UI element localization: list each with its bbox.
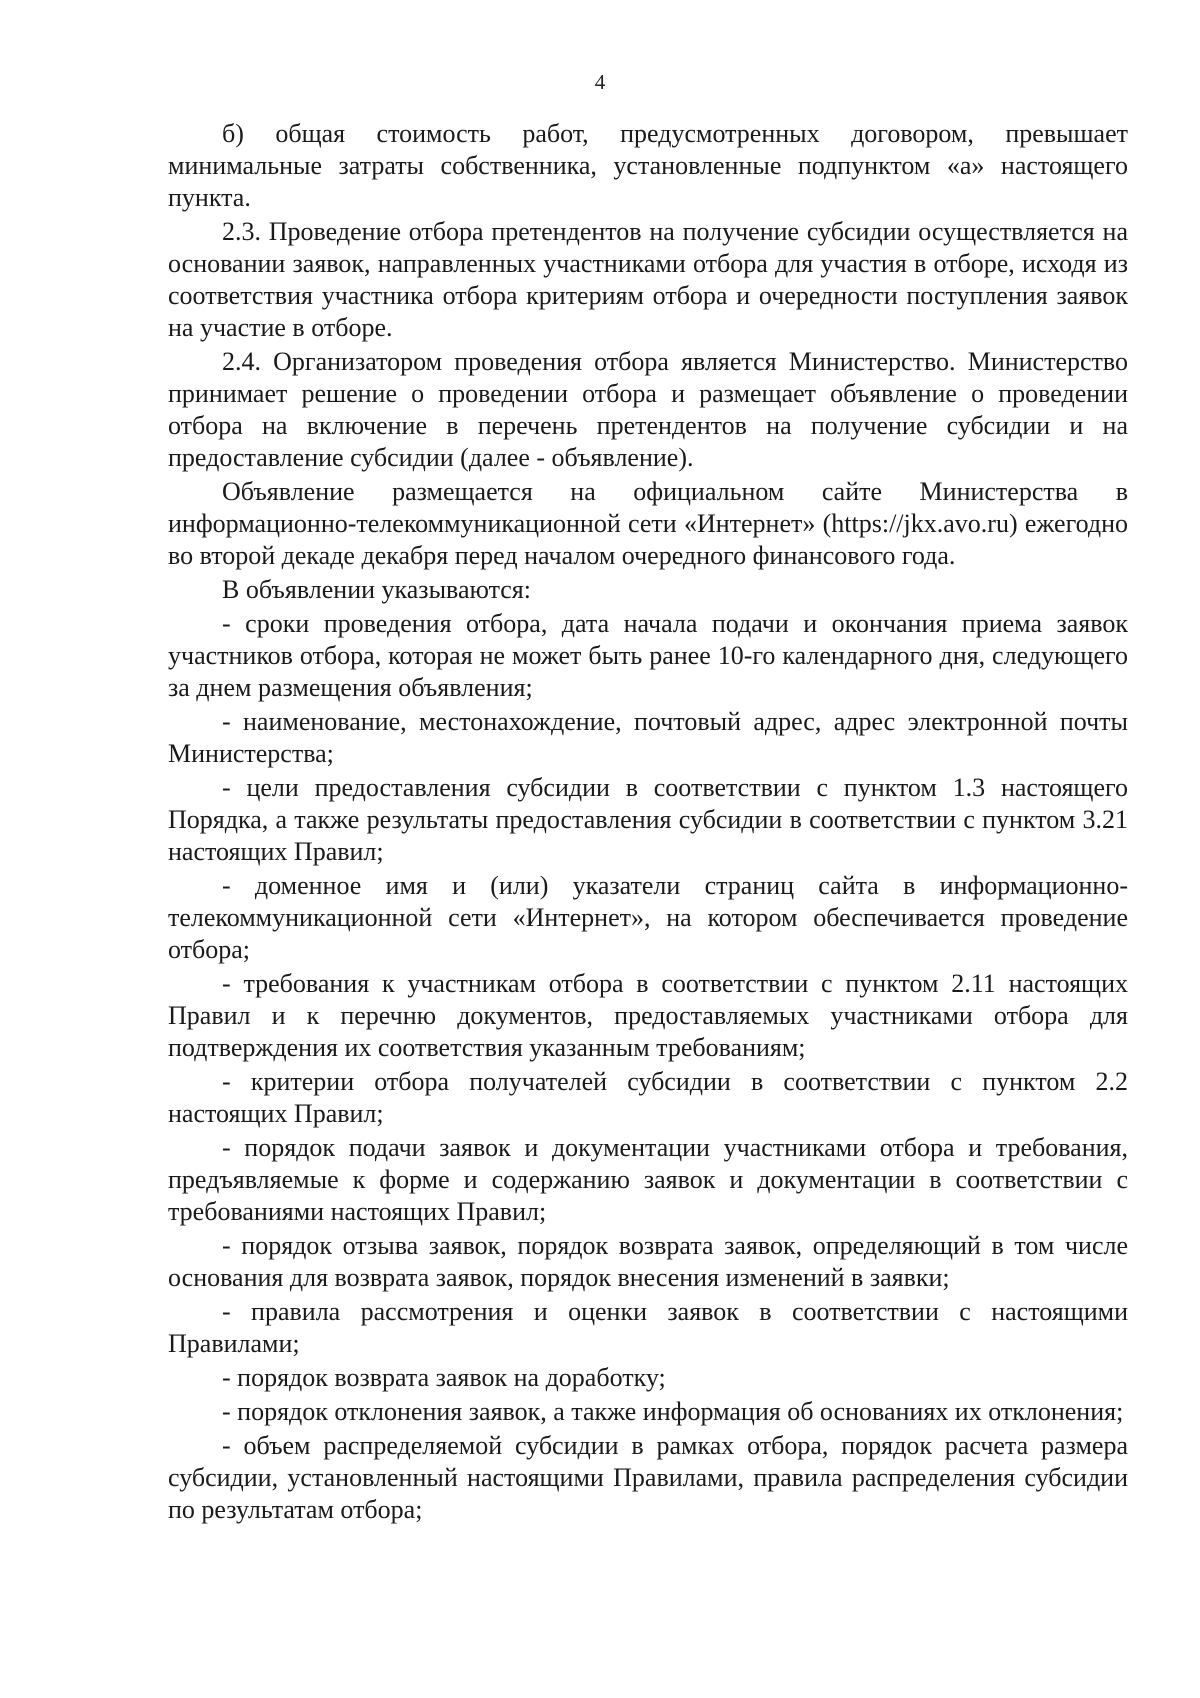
paragraph: б) общая стоимость работ, предусмотренных договором, превышает минимальные затраты собственника, установленные подпунктом «а» настоящего пункта. <box>168 119 1128 212</box>
paragraph: Объявление размещается на официальном сайте Министерства в информационно-телекоммуникационной сети «Интернет» (https://jkx.avo.ru) ежегодно во второй декаде декабря перед началом очередного финансового года. <box>168 477 1128 570</box>
list-item: - объем распределяемой субсидии в рамках отбора, порядок расчета размера субсидии, установленный настоящими Правилами, правила распределения субсидии по результатам отбора; <box>168 1431 1128 1524</box>
paragraph: В объявлении указываются: <box>222 575 531 604</box>
list-item: - наименование, местонахождение, почтовый адрес, адрес электронной почты Министерства; <box>168 707 1128 768</box>
paragraph: 2.4. Организатором проведения отбора является Министерство. Министерство принимает решение о проведении отбора и размещает объявление о проведении отбора на включение в перечень претендентов на получение субсидии и на предоставление субсидии (далее - объявление). <box>168 347 1128 472</box>
paragraph: 2.3. Проведение отбора претендентов на получение субсидии осуществляется на основании заявок, направленных участниками отбора для участия в отборе, исходя из соответствия участника отбора критериям отбора и очередности поступления заявок на участие в отборе. <box>168 217 1128 342</box>
list-item: - порядок подачи заявок и документации участниками отбора и требования, предъявляемые к форме и содержанию заявок и документации в соответствии с требованиями настоящих Правил; <box>168 1133 1128 1226</box>
list-item: - цели предоставления субсидии в соответствии с пунктом 1.3 настоящего Порядка, а также результаты предоставления субсидии в соответствии с пунктом 3.21 настоящих Правил; <box>168 773 1128 866</box>
list-item: - доменное имя и (или) указатели страниц сайта в информационно-телекоммуникационной сети «Интернет», на котором обеспечивается проведение отбора; <box>168 871 1128 964</box>
document-body <box>168 118 1128 1528</box>
list-item: - порядок отзыва заявок, порядок возврата заявок, определяющий в том числе основания для возврата заявок, порядок внесения изменений в заявки; <box>168 1231 1128 1292</box>
list-item: - правила рассмотрения и оценки заявок в соответствии с настоящими Правилами; <box>168 1297 1128 1358</box>
page-number: 4 <box>594 70 606 94</box>
list-item: - требования к участникам отбора в соответствии с пунктом 2.11 настоящих Правил и к перечню документов, предоставляемых участниками отбора для подтверждения их соответствия указанным требованиям; <box>168 969 1128 1062</box>
list-item: - сроки проведения отбора, дата начала подачи и окончания приема заявок участников отбора, которая не может быть ранее 10-го календарного дня, следующего за днем размещения объявления; <box>168 609 1128 702</box>
list-item: - критерии отбора получателей субсидии в соответствии с пунктом 2.2 настоящих Правил; <box>168 1067 1128 1128</box>
list-item: - порядок отклонения заявок, а также информация об основаниях их отклонения; <box>222 1397 1124 1426</box>
list-item: - порядок возврата заявок на доработку; <box>222 1363 666 1392</box>
